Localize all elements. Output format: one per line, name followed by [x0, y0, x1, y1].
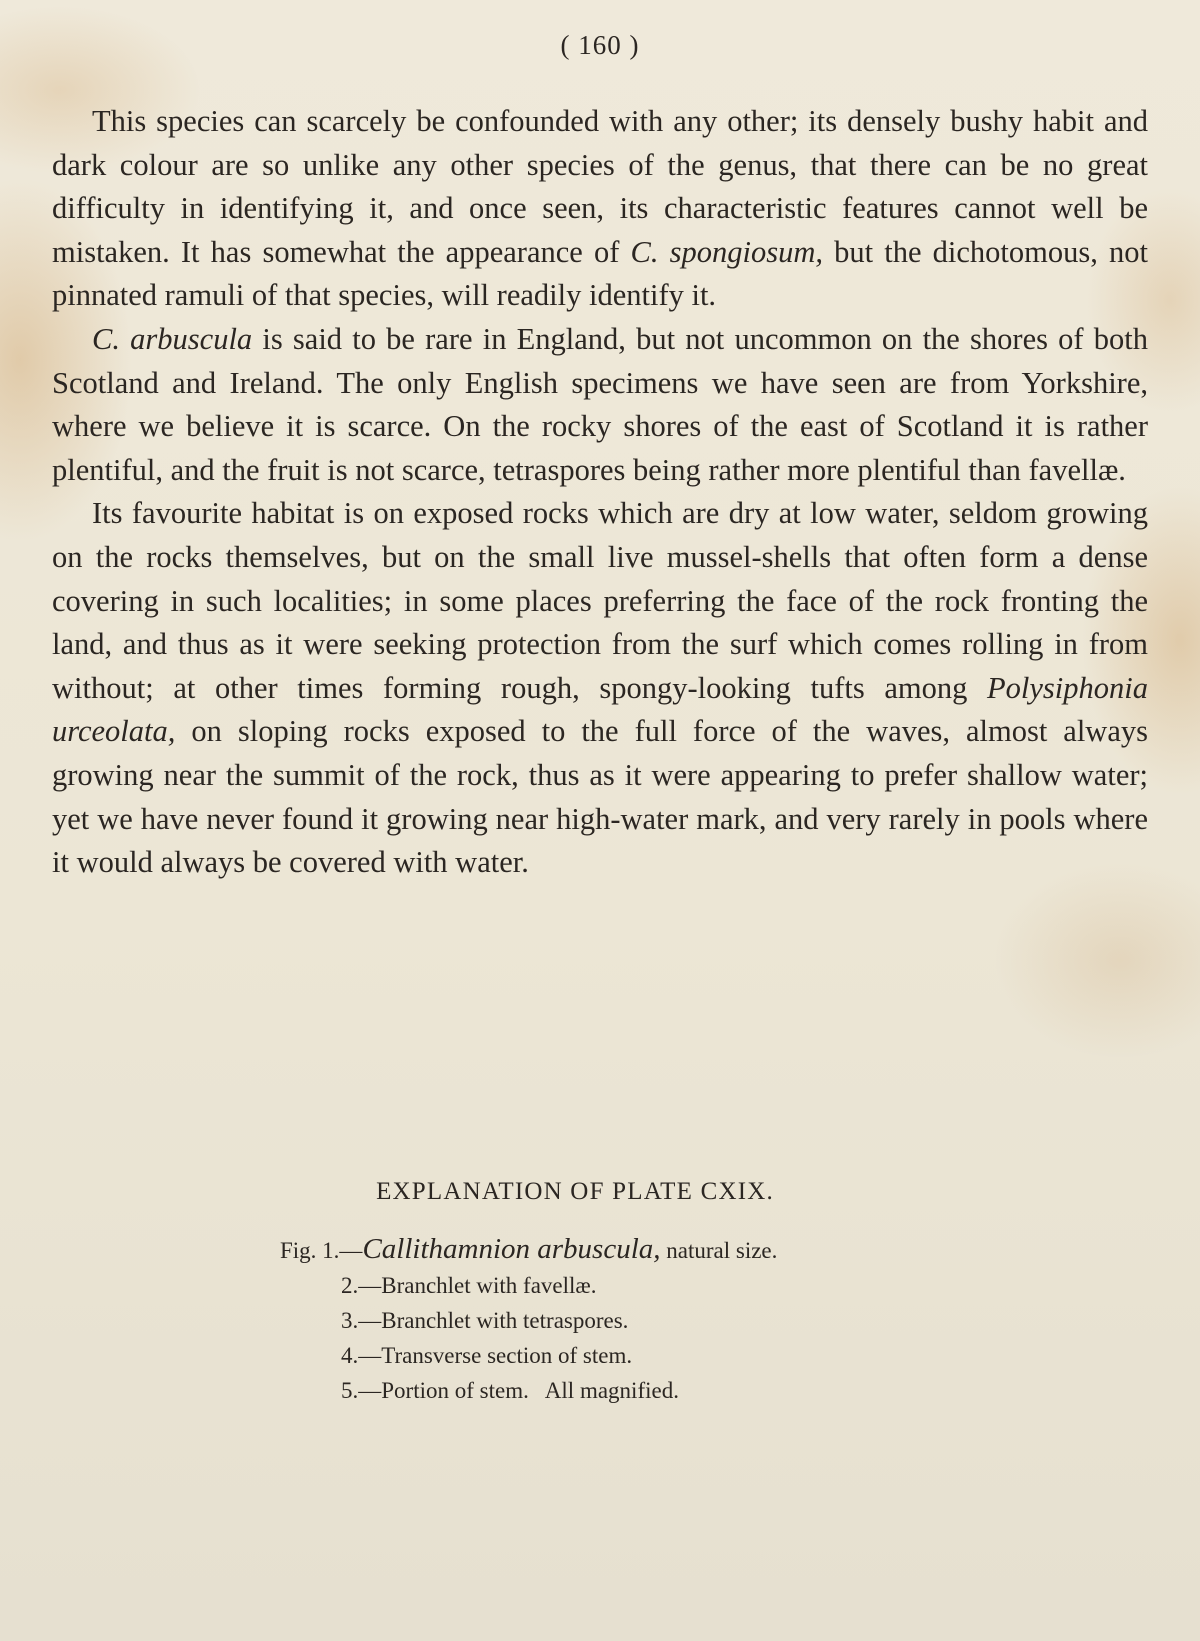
text-segment: This species can scarcely be confounded with any other; its densely bushy habit and dark colour are so unlike any other species of the genus, that there can be no great difficulty in identifying it, and once seen, its characteristic features cannot well be mistaken. It has somewhat the appearance of — [52, 104, 1148, 269]
figure-item — [280, 1232, 980, 1268]
figure-taxon: Callithamnion arbuscula, — [362, 1233, 661, 1265]
paragraph-2 — [52, 318, 1148, 492]
taxon-name: C. spongiosum, — [630, 234, 823, 269]
figure-caption: natural size. — [660, 1238, 778, 1263]
figure-number: 2.— — [341, 1273, 382, 1298]
text-segment: but the dichotomous, not pinnated ramuli of that species, will readily identify it. — [52, 234, 1148, 313]
text-segment: is said to be rare in England, but not uncommon on the shores of both Scotland and Ireland. The only English specimens we have seen are from Yorkshire, where we believe it is scarce. On the rocky shores of the east of Scotland it is rather plentiful, and the fruit is not scarce, tetraspores being rather more plentiful than favellæ. — [52, 321, 1149, 487]
text-segment: on sloping rocks exposed to the full force of the waves, almost always growing near the summit of the rock, thus as it were appearing to prefer shallow water; yet we have never found it growing near high-water mark, and very rarely in pools where it would always be covered with water. — [52, 714, 1148, 880]
figure-item — [280, 1303, 980, 1338]
figure-caption: Portion of stem. All magnified. — [381, 1378, 679, 1403]
figure-number: Fig. 1.— — [280, 1238, 363, 1263]
plate-explanation-heading: EXPLANATION OF PLATE CXIX. — [376, 1178, 774, 1205]
text-segment: Its favourite habitat is on exposed rocks which are dry at low water, seldom growing on the rocks themselves, but on the small live mussel-shells that often form a dense covering in such localities; in some places preferring the face of the rock fronting the land, and thus as it were seeking protection from the surf which comes rolling in from without; at other times forming rough, spongy-looking tufts among — [52, 496, 1148, 705]
paragraph-3 — [52, 492, 1148, 884]
figure-number: 4.— — [341, 1343, 382, 1368]
taxon-name: C. arbuscula — [92, 321, 253, 356]
figure-item — [280, 1268, 980, 1303]
figure-caption: Branchlet with tetraspores. — [381, 1308, 629, 1333]
paragraph-1 — [52, 100, 1148, 318]
figure-list — [280, 1232, 980, 1408]
taxon-name: Polysiphonia urceolata, — [52, 670, 1148, 749]
figure-item — [280, 1373, 980, 1408]
page-number: ( 160 ) — [560, 30, 640, 60]
body-text — [52, 100, 1148, 885]
figure-number: 3.— — [341, 1308, 382, 1333]
figure-item — [280, 1338, 980, 1373]
figure-caption: Transverse section of stem. — [381, 1343, 633, 1368]
figure-number: 5.— — [341, 1378, 382, 1403]
figure-caption: Branchlet with favellæ. — [381, 1273, 597, 1298]
